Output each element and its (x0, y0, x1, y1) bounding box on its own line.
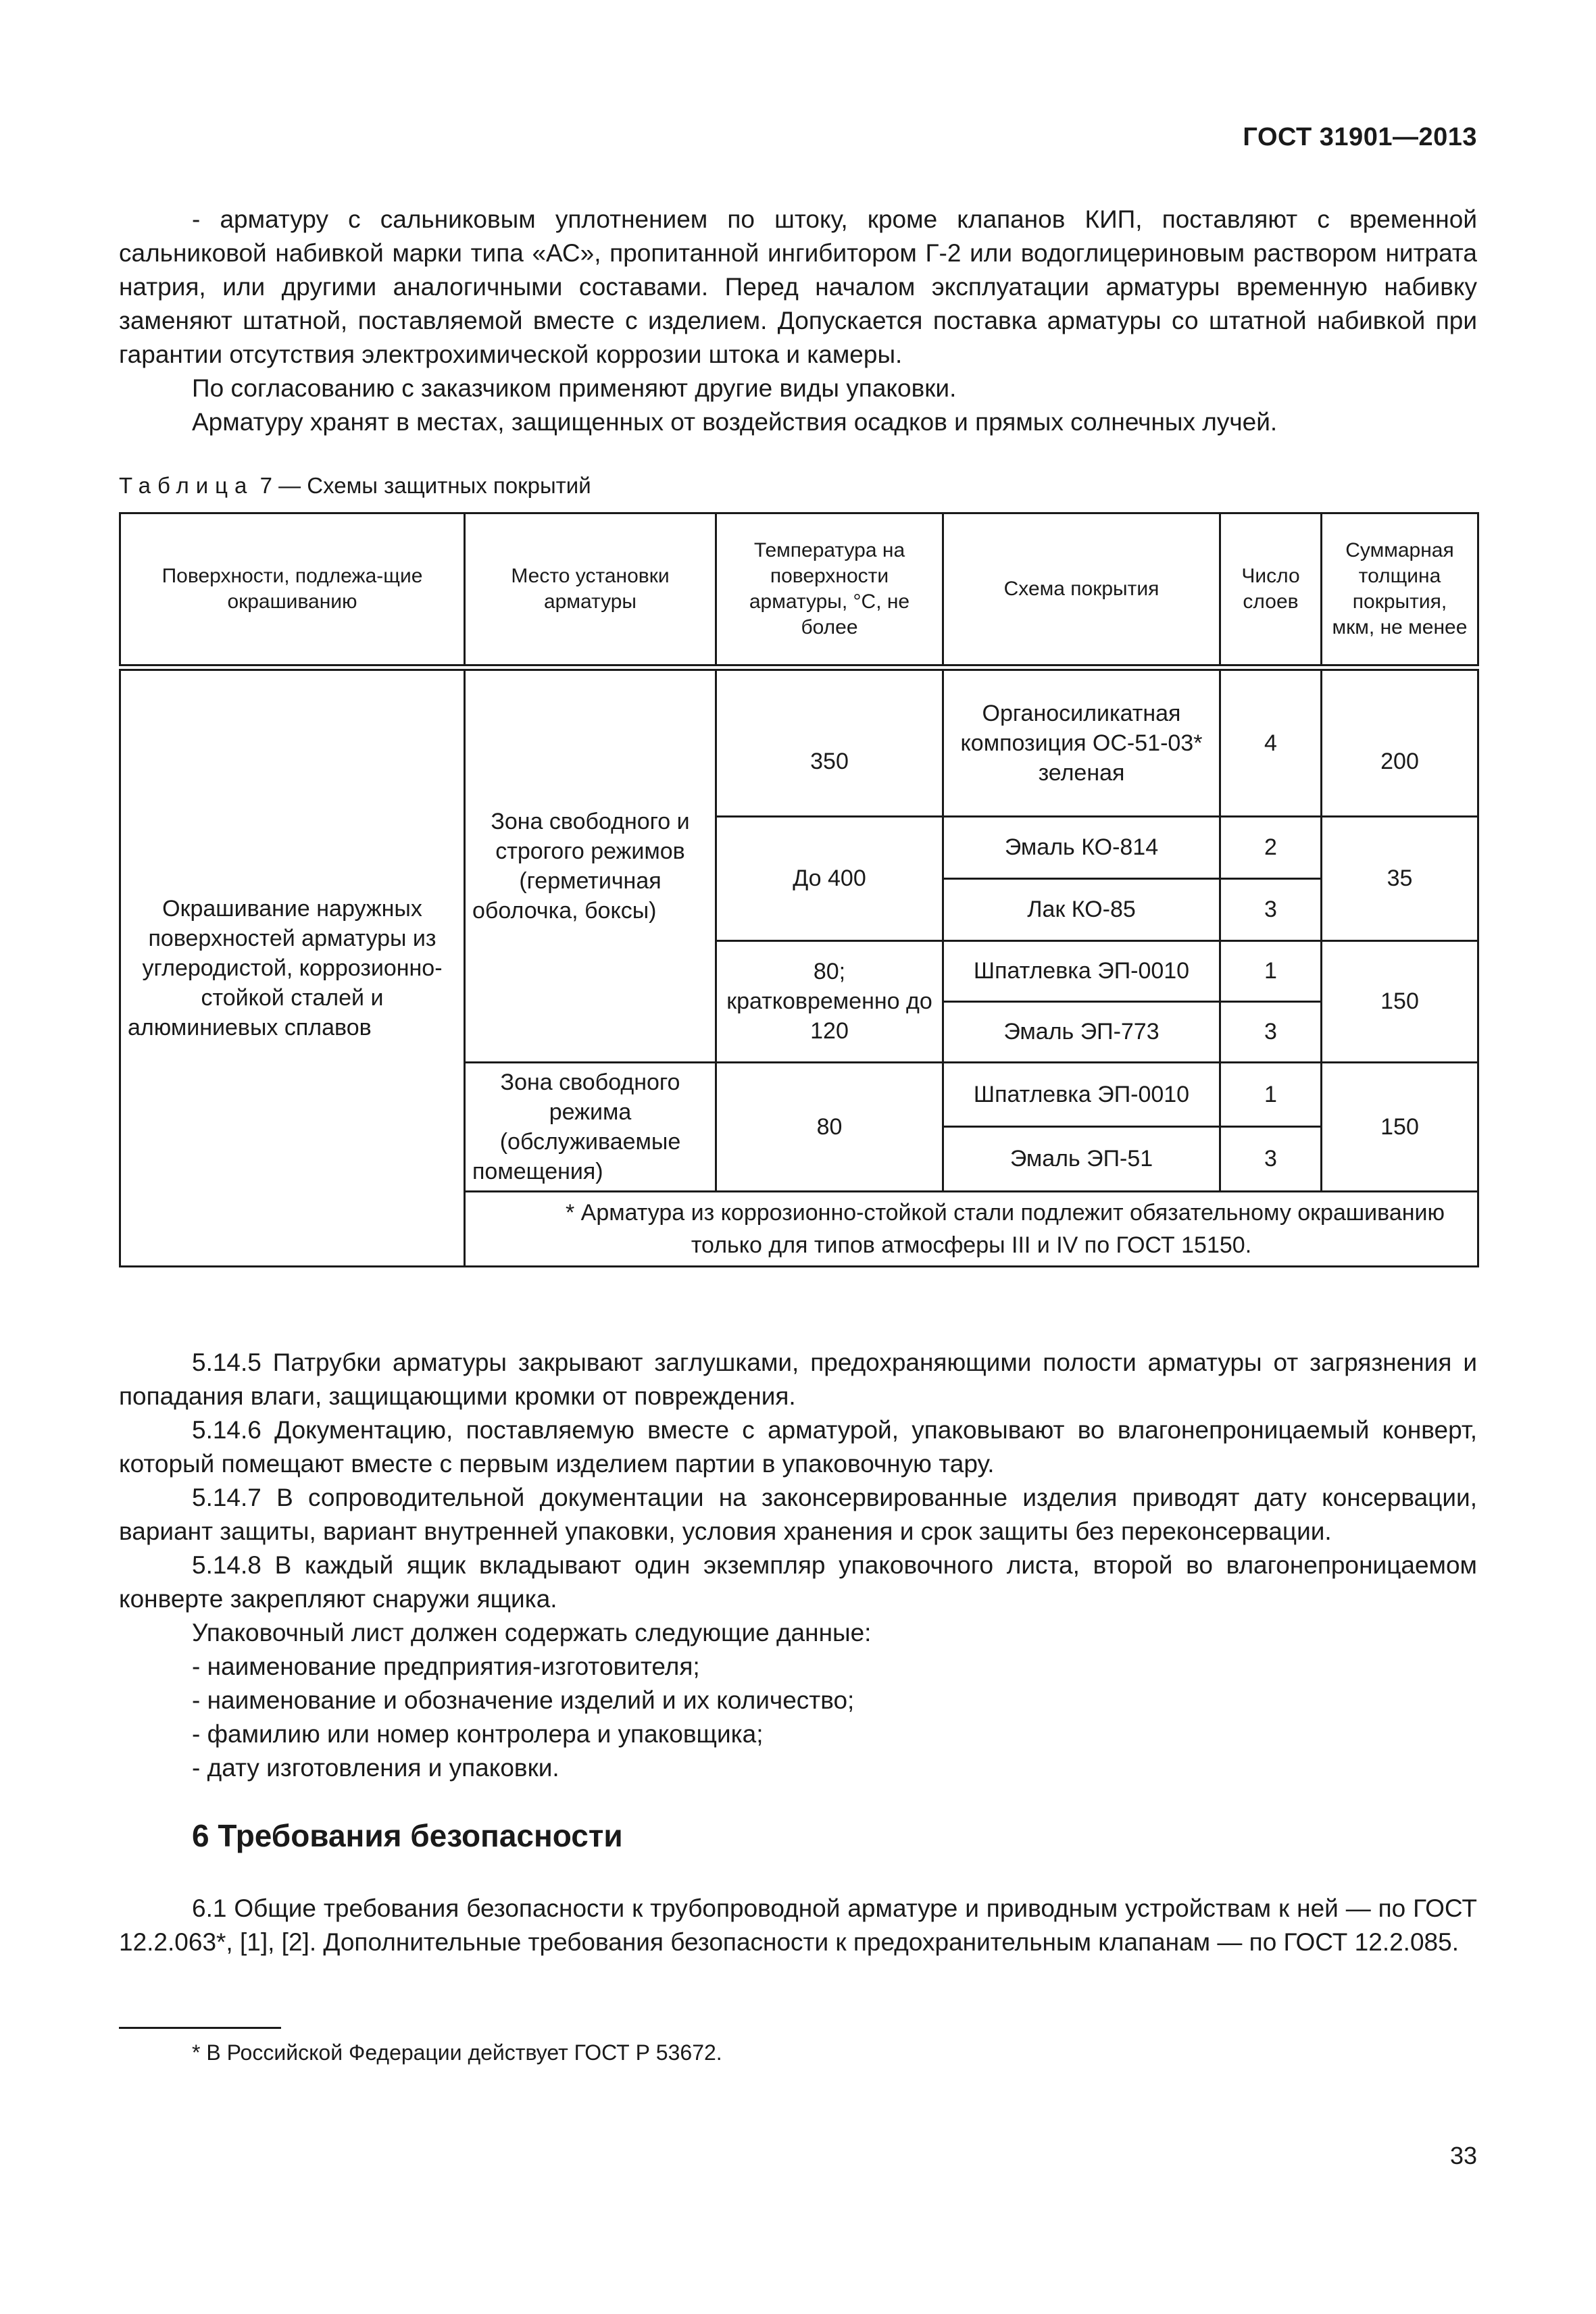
list-intro: Упаковочный лист должен содержать следующие данные: (192, 1619, 872, 1646)
para-5-14-7: 5.14.7 В сопроводительной документации на законсервированные изделия приводят дату консервации, вариант защиты, вариант внутренней упаковки, условия хранения и срок защиты без переконсервации. (119, 1484, 1477, 1545)
scheme-ep0010: Шпатлевка ЭП-0010 (943, 1062, 1220, 1127)
packing-paragraphs (119, 1346, 1477, 1785)
header-layers: Число слоев (1220, 513, 1322, 668)
layers-3: 3 (1220, 1001, 1322, 1062)
scheme-ep0010: Шпатлевка ЭП-0010 (943, 940, 1220, 1001)
list-item: - наименование и обозначение изделий и их количество; (192, 1686, 855, 1714)
para-6-1: 6.1 Общие требования безопасности к трубопроводной арматуре и приводным устройствам к ней — по ГОСТ 12.2.063*, [1], [2]. Дополнительные требования безопасности к предохранительным клапанам — по ГОСТ 12.2.085. (119, 1894, 1477, 1956)
header-temperature: Температура на поверхности арматуры, °С, не более (716, 513, 943, 668)
header-place: Место установки арматуры (465, 513, 716, 668)
document-code: ГОСТ 31901—2013 (1243, 123, 1477, 151)
list-item: - наименование предприятия-изготовителя; (192, 1653, 700, 1680)
layers-2: 2 (1220, 816, 1322, 878)
table-caption (119, 473, 591, 499)
packing-paragraph (119, 203, 1477, 439)
temp-350: 350 (716, 668, 943, 816)
table-caption-text: 7 — Схемы защитных покрытий (259, 473, 591, 498)
header-thickness: Суммарная толщина покрытия, мкм, не менее (1322, 513, 1478, 668)
para-5-14-8: 5.14.8 В каждый ящик вкладывают один экземпляр упаковочного листа, второй во влагонепроницаемом конверте закрепляют снаружи ящика. (119, 1551, 1477, 1613)
section-6-title: 6 Требования безопасности (192, 1818, 623, 1853)
layers-3: 3 (1220, 1127, 1322, 1192)
intro-p1: - арматуру с сальниковым уплотнением по штоку, кроме клапанов КИП, поставляют с временной сальниковой набивкой марки типа «АС», пропитанной ингибитором Г-2 или водоглицериновым раствором нитрата натрия, или другими аналогичными составами. Перед началом эксплуатации арматуры временную набивку заменяют штатной, поставляемой вместе с изделием. Допускается поставка арматуры со штатной набивкой при гарантии отсутствия электрохимической коррозии штока и камеры. (119, 205, 1477, 368)
footnote: * В Российской Федерации действует ГОСТ Р 53672. (192, 2040, 722, 2065)
thickness-200: 200 (1322, 668, 1478, 816)
para-5-14-5: 5.14.5 Патрубки арматуры закрывают заглушками, предохраняющими полости арматуры от загрязнения и попадания влаги, защищающими кромки от повреждения. (119, 1349, 1477, 1410)
header-surface: Поверхности, подлежа-щие окрашиванию (120, 513, 465, 668)
temp-400: До 400 (716, 816, 943, 940)
thickness-35: 35 (1322, 816, 1478, 940)
scheme-ep51: Эмаль ЭП-51 (943, 1127, 1220, 1192)
thickness-150: 150 (1322, 1062, 1478, 1191)
table-header-row (120, 513, 1478, 668)
para-5-14-6: 5.14.6 Документацию, поставляемую вместе с арматурой, упаковывают во влагонепроницаемый конверт, который помещают вместе с первым изделием партии в упаковочную тару. (119, 1416, 1477, 1478)
zone-free-cell: Зона свободного режима (обслуживаемые помещения) (465, 1062, 716, 1191)
layers-3: 3 (1220, 878, 1322, 940)
coating-schemes-table (119, 512, 1479, 1267)
zone-strict-cell: Зона свободного и строгого режимов (герметичная оболочка, боксы) (465, 668, 716, 1062)
table-note: * Арматура из коррозионно-стойкой стали подлежит обязательному окрашиванию только для типов атмосферы III и IV по ГОСТ 15150. (465, 1191, 1478, 1266)
footnote-rule (119, 2027, 281, 2029)
table-caption-word: Таблица (119, 473, 254, 498)
header-scheme: Схема покрытия (943, 513, 1220, 668)
thickness-150: 150 (1322, 940, 1478, 1062)
scheme-ep773: Эмаль ЭП-773 (943, 1001, 1220, 1062)
intro-p2: По согласованию с заказчиком применяют другие виды упаковки. (192, 374, 957, 402)
layers-1: 1 (1220, 1062, 1322, 1127)
table-row (120, 668, 1478, 816)
list-item: - фамилию или номер контролера и упаковщика; (192, 1720, 764, 1748)
scheme-ko85: Лак КО-85 (943, 878, 1220, 940)
temp-80: 80 (716, 1062, 943, 1191)
scheme-ko814: Эмаль КО-814 (943, 816, 1220, 878)
intro-p3: Арматуру хранят в местах, защищенных от воздействия осадков и прямых солнечных лучей. (192, 408, 1278, 436)
layers-1: 1 (1220, 940, 1322, 1001)
temp-80-short: 80; кратковременно до 120 (716, 940, 943, 1062)
surface-cell: Окрашивание наружных поверхностей арматуры из углеродистой, коррозионно-стойкой сталей и алюминиевых сплавов (120, 668, 465, 1266)
para-6-1-wrap (119, 1892, 1477, 1959)
layers-4: 4 (1220, 668, 1322, 816)
page-number: 33 (1449, 2142, 1477, 2169)
list-item: - дату изготовления и упаковки. (192, 1754, 559, 1782)
scheme-organosilicate: Органосиликатная композиция ОС-51-03* зеленая (943, 668, 1220, 816)
